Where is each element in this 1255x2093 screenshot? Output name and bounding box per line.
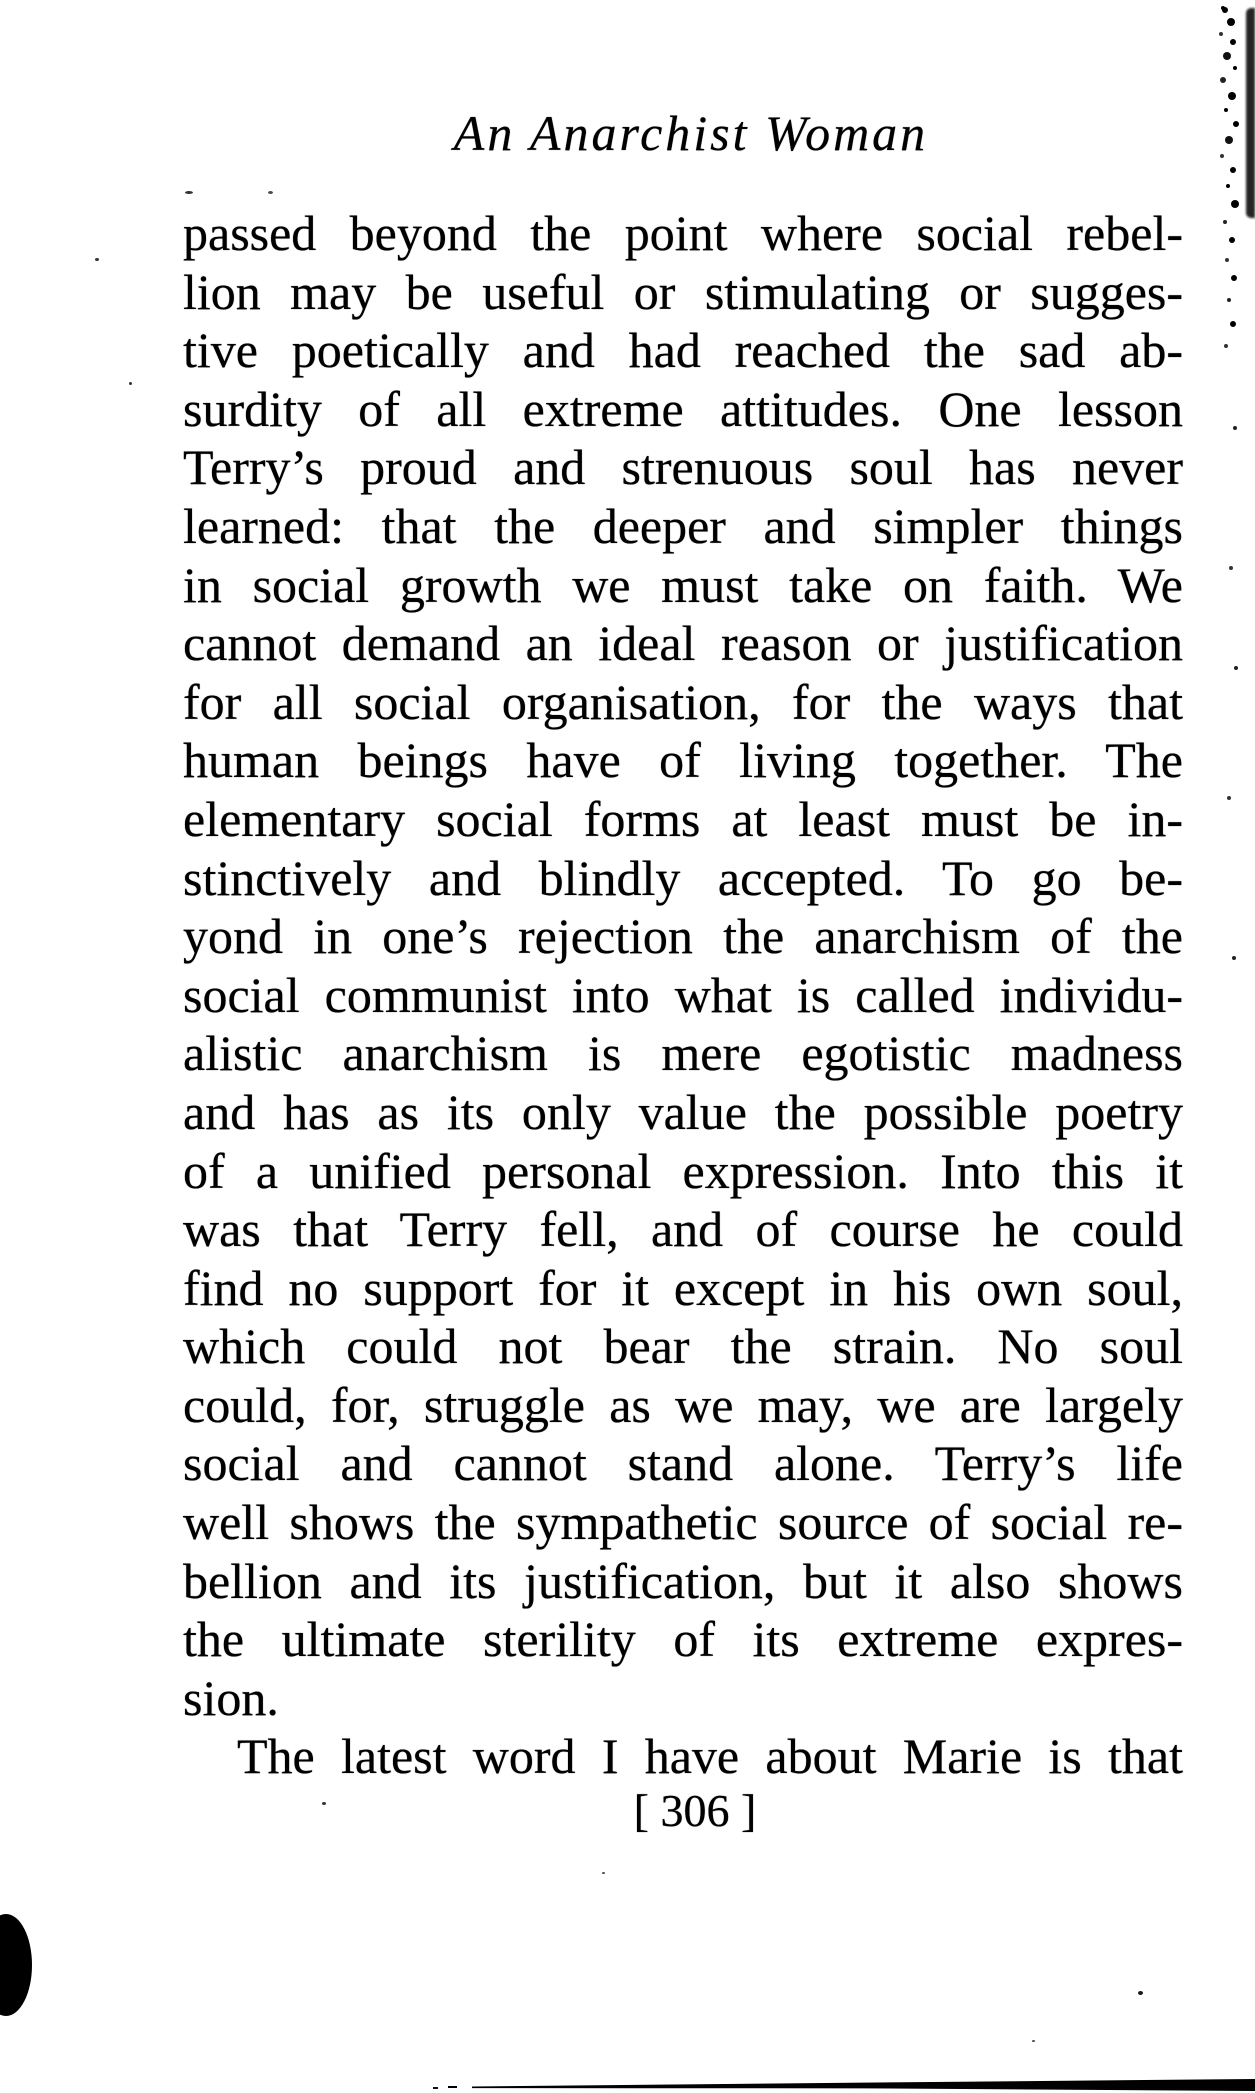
scan-streak-top-right — [1246, 8, 1255, 218]
text-line: in social growth we must take on faith. We — [183, 556, 1183, 613]
text-line: Terry’s proud and strenuous soul has never — [183, 439, 1183, 496]
scan-bar-bottom — [472, 2079, 1255, 2092]
text-line: could, for, struggle as we may, we are largely — [183, 1376, 1183, 1433]
scan-speck — [1138, 1991, 1143, 1995]
text-line: elementary social forms at least must be in- — [183, 790, 1183, 847]
text-line: cannot demand an ideal reason or justification — [183, 615, 1183, 672]
text-line: stinctively and blindly accepted. To go be- — [183, 849, 1183, 906]
text-line: sion. — [183, 1669, 279, 1726]
text-line: social and cannot stand alone. Terry’s life — [183, 1435, 1183, 1492]
page-title: An Anarchist Woman — [453, 105, 929, 161]
text-line: which could not bear the strain. No soul — [183, 1318, 1183, 1375]
text-line: social communist into what is called individu- — [183, 966, 1183, 1023]
text-line: learned: that the deeper and simpler things — [183, 497, 1183, 554]
scan-speck — [1032, 2040, 1035, 2042]
page-number: [ 306 ] — [633, 1785, 757, 1836]
scan-blob-left-edge — [0, 1914, 32, 2016]
text-line: lion may be useful or stimulating or sugges- — [183, 263, 1183, 320]
text-line: find no support for it except in his own soul, — [183, 1259, 1183, 1316]
text-line: alistic anarchism is mere egotistic madness — [183, 1025, 1183, 1082]
text-line: yond in one’s rejection the anarchism of the — [183, 908, 1183, 965]
scan-dash — [448, 2086, 457, 2088]
text-line: tive poetically and had reached the sad ab- — [183, 322, 1183, 379]
text-line: well shows the sympathetic source of social re- — [183, 1494, 1183, 1551]
text-line: surdity of all extreme attitudes. One lesson — [183, 380, 1183, 437]
scan-speck — [129, 382, 132, 385]
scan-noise-right-edge — [1221, 6, 1225, 10]
text-line: of a unified personal expression. Into this it — [183, 1142, 1183, 1199]
scan-speck — [268, 191, 273, 194]
scan-speck — [602, 1872, 605, 1874]
text-line: bellion and its justification, but it also shows — [183, 1552, 1183, 1609]
scan-speck — [185, 191, 193, 194]
text-line: the ultimate sterility of its extreme expres- — [183, 1611, 1183, 1668]
text-line: and has as its only value the possible poetry — [183, 1083, 1183, 1140]
text-line: for all social organisation, for the ways that — [183, 673, 1183, 730]
scan-dash — [433, 2087, 438, 2089]
scan-speck — [322, 1802, 326, 1805]
text-line: The latest word I have about Marie is that — [237, 1728, 1183, 1785]
text-line: passed beyond the point where social rebel- — [183, 205, 1183, 261]
text-line: human beings have of living together. The — [183, 732, 1183, 789]
body-text — [183, 204, 1183, 1786]
scan-speck — [95, 258, 99, 261]
text-line: was that Terry fell, and of course he could — [183, 1201, 1183, 1258]
